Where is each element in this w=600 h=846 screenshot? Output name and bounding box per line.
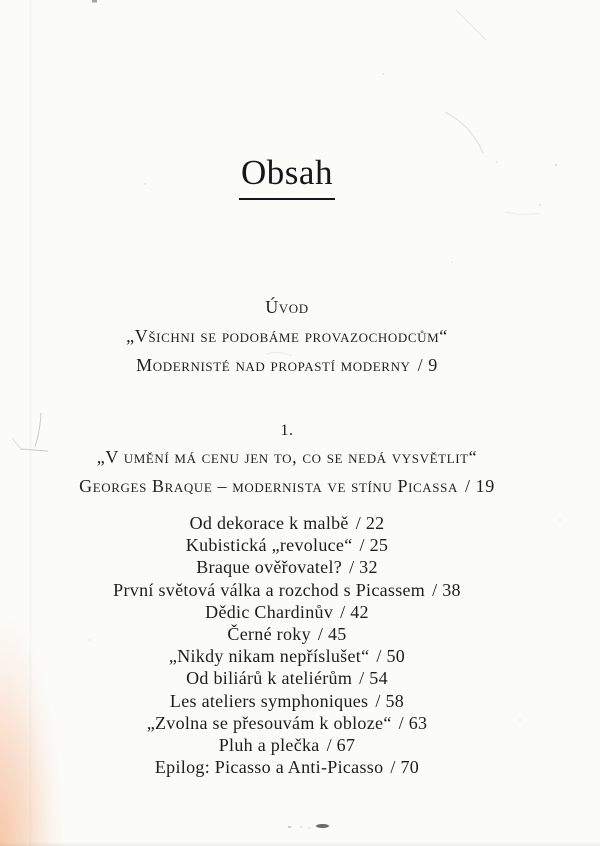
toc-entry [0,690,574,712]
title-block [0,153,574,200]
toc-entry [0,645,574,667]
entry-page: / 38 [432,579,461,600]
section-chapter-1 [0,421,574,501]
intro-subtitle-line [0,351,574,380]
toc-entry [0,534,574,556]
toc-entry [0,734,574,756]
entry-page: / 63 [398,712,428,733]
entry-title: Braque ověřovatel? [196,557,343,578]
entry-title: Epilog: Picasso a Anti-Picasso [154,757,384,778]
entry-page: / 22 [355,513,385,533]
toc-entry [0,756,574,778]
intro-quote: „Všichni se podobáme provazochodcům“ [126,326,448,346]
chapter-quote: „V umění má cenu jen to, co se nedá vysvětlit“ [96,447,478,467]
chapter-page-number: / 19 [464,476,495,496]
toc-entry [0,601,574,623]
entry-title: První světová válka a rozchod s Picassem [113,579,426,600]
toc-entries [0,512,574,778]
entry-page: / 42 [340,601,369,622]
toc-entry [0,712,574,734]
entry-page: / 70 [390,757,420,778]
entry-title: Dědic Chardinův [205,601,334,622]
entry-title: Pluh a plečka [218,735,320,756]
entry-title: Kubistická „revoluce“ [185,535,353,556]
toc-entry [0,579,574,601]
chapter-number: 1. [280,422,294,439]
intro-subtitle: Modernisté nad propastí moderny [136,355,411,375]
section-intro [0,293,574,380]
page-title: Obsah [239,153,335,200]
intro-page-number: / 9 [417,355,438,375]
entry-title: Od dekorace k malbě [189,513,349,533]
entry-title: Od biliárů k ateliérům [186,668,353,689]
entry-page: / 67 [326,735,356,756]
entry-page: / 58 [375,690,405,711]
bottom-ink-smudge [316,824,329,828]
intro-heading: Úvod [265,297,309,317]
toc-entry [0,623,574,645]
entry-title: „Zvolna se přesouvám k obloze“ [146,712,392,733]
toc-entry [0,667,574,689]
entry-page: / 32 [349,557,378,578]
entry-title: Černé roky [227,624,311,645]
chapter-subtitle: Georges Braque – modernista ve stínu Picassa [79,476,458,496]
entry-page: / 45 [317,624,347,645]
bottom-smudge-dots [288,826,291,828]
entry-page: / 25 [359,535,389,556]
entry-title: Les ateliers symphoniques [169,690,369,711]
chapter-subtitle-line [0,472,574,501]
entry-page: / 54 [359,668,388,689]
bottom-edge-shadow [0,842,600,846]
toc-entry [0,556,574,578]
toc-entry [0,512,574,534]
entry-title: „Nikdy nikam nepříslušet“ [168,646,370,667]
entry-page: / 50 [376,646,406,667]
